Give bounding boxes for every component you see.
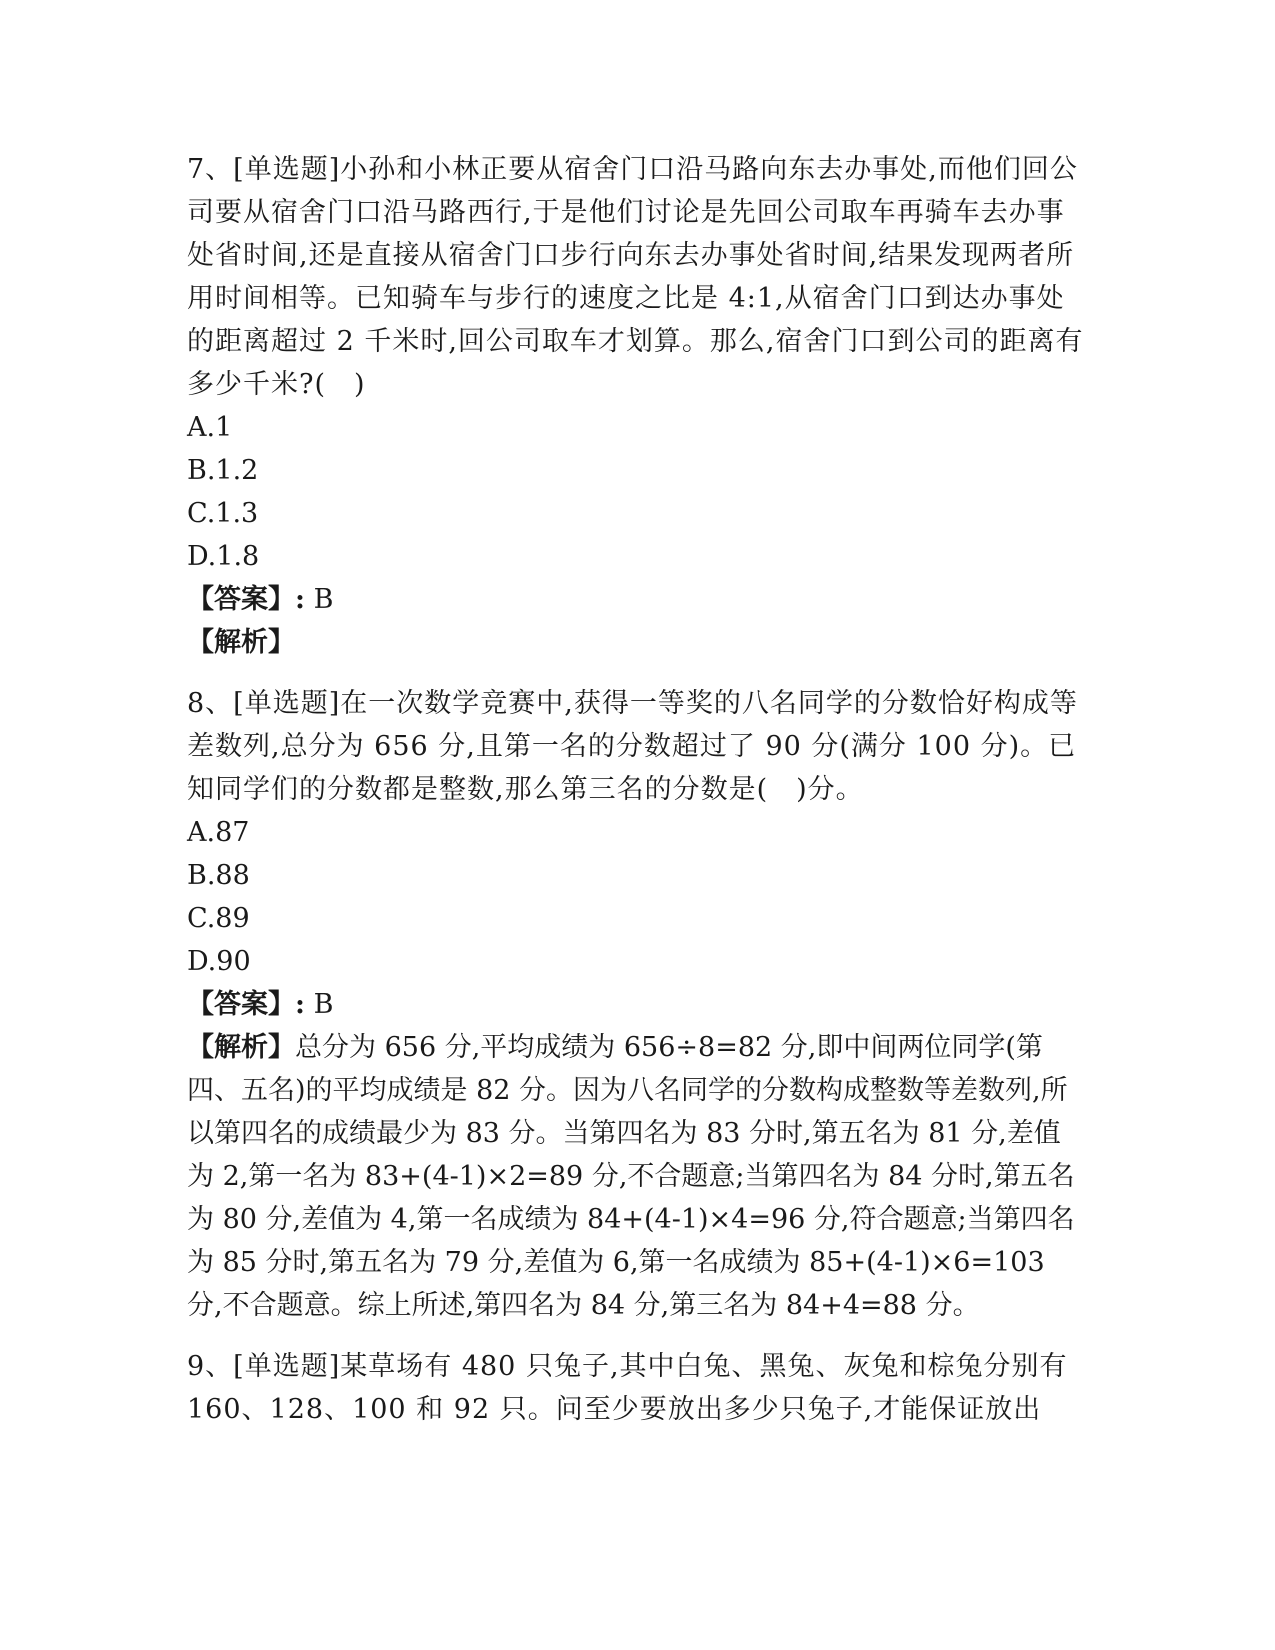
option-d: D.90	[187, 946, 251, 977]
answer-value: B	[313, 584, 334, 615]
option-a: A.1	[187, 412, 233, 443]
answer-label: 【答案】	[187, 989, 295, 1020]
question-stem: 7、[单选题]小孙和小林正要从宿舍门口沿马路向东去办事处,而他们回公司要从宿舍门口沿马路西行,于是他们讨论是先回公司取车再骑车去办事处省时间,还是直接从宿舍门口步行向东去办事处省时间,结果发现两者所用时间相等。已知骑车与步行的速度之比是 4:1,从宿舍门口到达办事处的距离超过 2 千米时,回公司取车才划算。那么,宿舍门口到公司的距离有多少千米?( )	[187, 154, 1084, 400]
answer-line	[187, 578, 1087, 621]
question-9	[187, 1345, 1087, 1431]
question-stem: 8、[单选题]在一次数学竞赛中,获得一等奖的八名同学的分数恰好构成等差数列,总分为 656 分,且第一名的分数超过了 90 分(满分 100 分)。已知同学们的分数都是整数,那么第三名的分数是( )分。	[187, 688, 1078, 805]
option-b: B.1.2	[187, 455, 259, 486]
question-7	[187, 148, 1087, 664]
question-gap	[187, 664, 1087, 682]
option-b: B.88	[187, 860, 250, 891]
question-gap	[187, 1327, 1087, 1345]
question-8	[187, 682, 1087, 1327]
document-content	[187, 148, 1087, 1431]
option-a: A.87	[187, 817, 250, 848]
option-c: C.1.3	[187, 498, 259, 529]
answer-label: 【答案】	[187, 584, 295, 615]
answer-separator: :	[295, 989, 305, 1020]
option-d: D.1.8	[187, 541, 260, 572]
analysis-label: 【解析】	[187, 627, 295, 658]
answer-value: B	[313, 989, 334, 1020]
question-stem: 9、[单选题]某草场有 480 只兔子,其中白兔、黑兔、灰兔和棕兔分别有 160、128、100 和 92 只。问至少要放出多少只兔子,才能保证放出	[187, 1351, 1068, 1425]
answer-separator: :	[295, 584, 305, 615]
analysis-text: 总分为 656 分,平均成绩为 656÷8=82 分,即中间两位同学(第四、五名)的平均成绩是 82 分。因为八名同学的分数构成整数等差数列,所以第四名的成绩最少为 83 分。当第四名为 83 分时,第五名为 81 分,差值为 2,第一名为 83+(4-1)×2=89 分,不合题意;当第四名为 84 分时,第五名为 80 分,差值为 4,第一名成绩为 84+(4-1)×4=96 分,符合题意;当第四名为 85 分时,第五名为 79 分,差值为 6,第一名成绩为 85+(4-1)×6=103 分,不合题意。综上所述,第四名为 84 分,第三名为 84+4=88 分。	[187, 1032, 1075, 1321]
analysis-line	[187, 1026, 1087, 1327]
analysis-line	[187, 621, 1087, 664]
option-c: C.89	[187, 903, 250, 934]
analysis-label: 【解析】	[187, 1032, 295, 1063]
answer-line	[187, 983, 1087, 1026]
